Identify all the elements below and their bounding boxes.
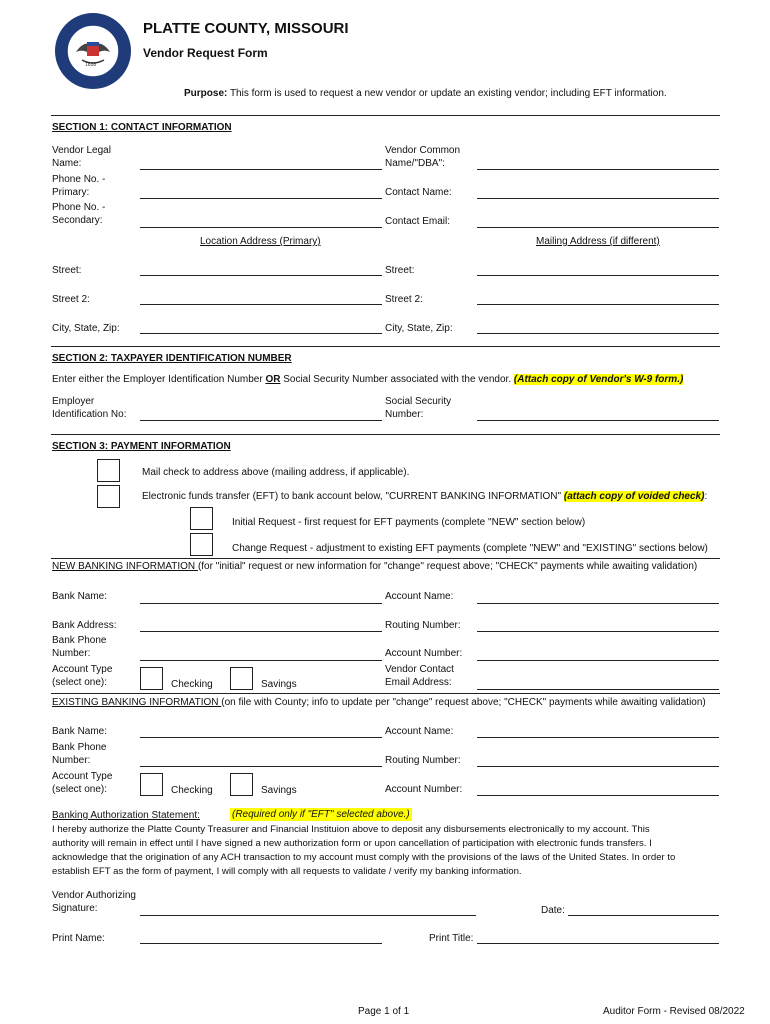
- purpose-label: Purpose:: [184, 88, 228, 99]
- bank-name-label: Bank Name:: [52, 591, 108, 602]
- authorization-line: establish EFT as the form of payment, I will comply with all requests to validate / verify my banking information.: [52, 866, 522, 877]
- print-title-label: Print Title:: [429, 933, 474, 944]
- purpose-text: This form is used to request a new vendor or update an existing vendor; including EFT information.: [229, 88, 667, 99]
- phone-secondary-field[interactable]: [140, 227, 382, 228]
- new-checking-checkbox[interactable]: [140, 667, 163, 690]
- authorization-statement: [52, 823, 675, 879]
- phone-primary-label: Phone No. - Primary:: [52, 174, 106, 198]
- mail-check-checkbox[interactable]: [97, 459, 120, 482]
- vendor-contact-email-label: Vendor Contact Email Address:: [385, 664, 454, 688]
- print-name-label: Print Name:: [52, 933, 105, 944]
- tin-instructions: Enter either the Employer Identification Number OR Social Security Number associated with the vendor. (Attach copy of Vendor's W-9 form.): [52, 374, 684, 385]
- account-type-label: Account Type (select one):: [52, 664, 113, 688]
- mail-check-label: Mail check to address above (mailing address, if applicable).: [142, 467, 410, 478]
- signature-label: Vendor Authorizing Signature:: [52, 890, 136, 914]
- vendor-common-field[interactable]: [477, 169, 719, 170]
- change-request-label: Change Request - adjustment to existing EFT payments (complete "NEW" and "EXISTING" sections below): [232, 543, 708, 554]
- existing-bank-phone-field[interactable]: [140, 766, 382, 767]
- location-street2-field[interactable]: [140, 304, 382, 305]
- page-number: Page 1 of 1: [358, 1006, 410, 1017]
- checking-label: Checking: [171, 679, 213, 690]
- section-divider: [51, 346, 720, 347]
- account-number-label: Account Number:: [385, 784, 463, 795]
- routing-number-label: Routing Number:: [385, 755, 461, 766]
- ein-field[interactable]: [140, 420, 382, 421]
- section-divider: [51, 115, 720, 116]
- location-street-field[interactable]: [140, 275, 382, 276]
- mailing-city-field[interactable]: [477, 333, 719, 334]
- new-account-number-field[interactable]: [477, 660, 719, 661]
- mailing-street2-field[interactable]: [477, 304, 719, 305]
- new-routing-number-field[interactable]: [477, 631, 719, 632]
- existing-routing-number-field[interactable]: [477, 766, 719, 767]
- county-seal: [54, 12, 132, 90]
- authorization-line: I hereby authorize the Platte County Treasurer and Financial Instituion above to deposit any disbursements electronically to my account. This: [52, 824, 650, 835]
- section-divider: [51, 693, 720, 694]
- checking-label: Checking: [171, 785, 213, 796]
- new-account-name-field[interactable]: [477, 603, 719, 604]
- existing-account-number-field[interactable]: [477, 795, 719, 796]
- initial-request-label: Initial Request - first request for EFT payments (complete "NEW" section below): [232, 517, 586, 528]
- contact-name-field[interactable]: [477, 198, 719, 199]
- initial-request-checkbox[interactable]: [190, 507, 213, 530]
- vendor-contact-email-field[interactable]: [477, 689, 719, 690]
- street-label: Street:: [52, 265, 82, 276]
- authorization-line: authority will remain in effect until I have signed a new authorization form or upon cancellation of participation with electronic funds transfers. I: [52, 838, 652, 849]
- section2-title: SECTION 2: TAXPAYER IDENTIFICATION NUMBER: [52, 353, 292, 364]
- form-revision: Auditor Form - Revised 08/2022: [603, 1006, 745, 1017]
- bank-address-label: Bank Address:: [52, 620, 117, 631]
- section-divider: [51, 558, 720, 559]
- contact-email-label: Contact Email:: [385, 216, 451, 227]
- form-title: Vendor Request Form: [143, 46, 268, 60]
- account-number-label: Account Number:: [385, 648, 463, 659]
- section3-title: SECTION 3: PAYMENT INFORMATION: [52, 441, 231, 452]
- existing-bank-name-field[interactable]: [140, 737, 382, 738]
- date-field[interactable]: [568, 915, 719, 916]
- eft-checkbox[interactable]: [97, 485, 120, 508]
- street-label: Street:: [385, 265, 415, 276]
- vendor-legal-label: Vendor Legal Name:: [52, 145, 111, 169]
- vendor-legal-field[interactable]: [140, 169, 382, 170]
- location-address-heading: Location Address (Primary): [200, 236, 321, 247]
- banking-authorization-heading: Banking Authorization Statement:: [52, 810, 200, 821]
- account-type-label: Account Type (select one):: [52, 771, 113, 795]
- signature-field[interactable]: [140, 915, 476, 916]
- savings-label: Savings: [261, 679, 297, 690]
- existing-banking-heading: EXISTING BANKING INFORMATION (on file with County; info to update per "change" request above; "CHECK" payments while awaiting validation): [52, 697, 706, 708]
- account-name-label: Account Name:: [385, 591, 454, 602]
- bank-phone-label: Bank Phone Number:: [52, 635, 107, 659]
- section-divider: [51, 434, 720, 435]
- authorization-line: acknowledge that the origination of any ACH transaction to my account must comply with the provisions of the laws of the United States. In order to: [52, 852, 676, 863]
- mailing-street-field[interactable]: [477, 275, 719, 276]
- existing-checking-checkbox[interactable]: [140, 773, 163, 796]
- phone-secondary-label: Phone No. - Secondary:: [52, 202, 106, 226]
- routing-number-label: Routing Number:: [385, 620, 461, 631]
- contact-email-field[interactable]: [477, 227, 719, 228]
- phone-primary-field[interactable]: [140, 198, 382, 199]
- seal-year: 1838: [85, 62, 97, 68]
- change-request-checkbox[interactable]: [190, 533, 213, 556]
- existing-account-name-field[interactable]: [477, 737, 719, 738]
- vendor-common-label: Vendor Common Name/"DBA":: [385, 145, 461, 169]
- location-city-field[interactable]: [140, 333, 382, 334]
- street2-label: Street 2:: [52, 294, 90, 305]
- account-name-label: Account Name:: [385, 726, 454, 737]
- city-state-zip-label: City, State, Zip:: [52, 323, 120, 334]
- ein-label: Employer Identification No:: [52, 396, 127, 420]
- new-bank-name-field[interactable]: [140, 603, 382, 604]
- bank-name-label: Bank Name:: [52, 726, 108, 737]
- print-name-field[interactable]: [140, 943, 382, 944]
- section1-title: SECTION 1: CONTACT INFORMATION: [52, 122, 232, 133]
- bank-phone-label: Bank Phone Number:: [52, 742, 107, 766]
- ssn-label: Social Security Number:: [385, 396, 452, 420]
- ssn-field[interactable]: [477, 420, 719, 421]
- county-title: PLATTE COUNTY, MISSOURI: [143, 20, 349, 37]
- new-bank-phone-field[interactable]: [140, 660, 382, 661]
- street2-label: Street 2:: [385, 294, 423, 305]
- savings-label: Savings: [261, 785, 297, 796]
- authorization-required-note: (Required only if "EFT" selected above.): [232, 809, 410, 820]
- city-state-zip-label: City, State, Zip:: [385, 323, 453, 334]
- date-label: Date:: [541, 905, 565, 916]
- contact-name-label: Contact Name:: [385, 187, 452, 198]
- eft-label: Electronic funds transfer (EFT) to bank account below, "CURRENT BANKING INFORMATION" (attach copy of voided check):: [142, 491, 708, 502]
- print-title-field[interactable]: [477, 943, 719, 944]
- new-banking-heading: NEW BANKING INFORMATION (for "initial" request or new information for "change" request above; "CHECK" payments while awaiting validation): [52, 561, 698, 572]
- mailing-address-heading: Mailing Address (if different): [536, 236, 660, 247]
- existing-savings-checkbox[interactable]: [230, 773, 253, 796]
- new-savings-checkbox[interactable]: [230, 667, 253, 690]
- new-bank-address-field[interactable]: [140, 631, 382, 632]
